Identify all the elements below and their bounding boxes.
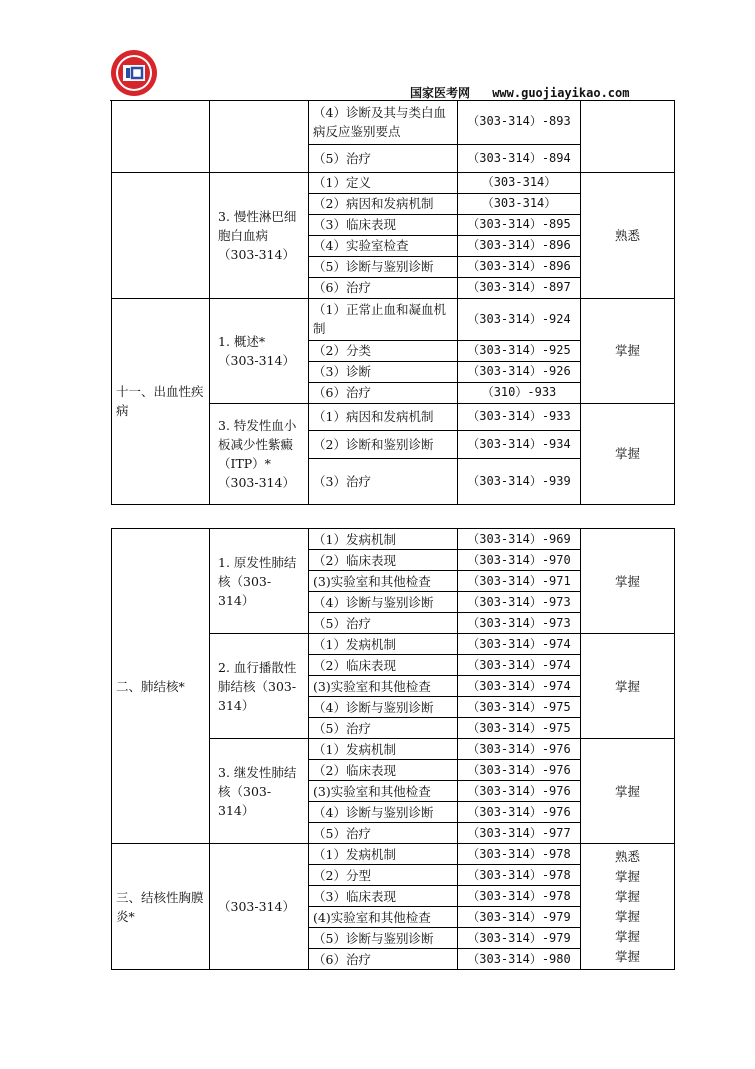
page-cell: （303-314）-896 [458,256,581,277]
level-label: 掌握 [614,908,640,924]
page-header [410,84,629,101]
topic-cell: 2. 血行播散性肺结核（303-314） [210,634,309,739]
topic-cell: 1. 原发性肺结核（303-314） [210,529,309,634]
item-cell: （2）诊断和鉴别诊断 [309,430,458,458]
item-cell: （5）治疗 [309,823,458,844]
item-cell: （4）诊断及其与类白血病反应鉴别要点 [309,100,458,144]
level-cell: 掌握 [581,298,675,403]
page-cell: （303-314）-925 [458,340,581,361]
page-cell: （303-314）-978 [458,886,581,907]
item-cell: （4）诊断与鉴别诊断 [309,697,458,718]
level-label: 掌握 [614,948,640,964]
item-cell: (4)实验室和其他检查 [309,907,458,928]
unit-cell: 三、结核性胸膜炎* [112,844,210,970]
level-cell [581,100,675,172]
page-cell: （303-314）-973 [458,592,581,613]
level-cell: 熟悉 [581,172,675,298]
page-cell: （303-314）-939 [458,458,581,504]
level-label: 掌握 [614,928,640,944]
item-cell: （2）病因和发病机制 [309,193,458,214]
page-cell: （303-314）-978 [458,865,581,886]
page-cell: （303-314）-934 [458,430,581,458]
page-cell: （303-314）-976 [458,781,581,802]
level-label: 熟悉 [614,848,640,864]
page-cell: （303-314）-926 [458,361,581,382]
item-cell: （3）临床表现 [309,886,458,907]
item-cell: （2）临床表现 [309,655,458,676]
unit-cell [112,100,210,172]
item-cell: (3)实验室和其他检查 [309,676,458,697]
page-cell: （303-314）-975 [458,697,581,718]
syllabus-table-1 [111,100,675,505]
page-cell: （303-314）-896 [458,235,581,256]
syllabus-table-2 [111,528,675,970]
item-cell: （1）发病机制 [309,634,458,655]
item-cell: （1）发病机制 [309,739,458,760]
page-cell: （303-314）-976 [458,760,581,781]
page-cell: （303-314）-969 [458,529,581,550]
item-cell: （2）分型 [309,865,458,886]
item-cell: （3）诊断 [309,361,458,382]
item-cell: (3)实验室和其他检查 [309,781,458,802]
page-cell: （303-314）-897 [458,277,581,298]
page-cell: （303-314）-974 [458,676,581,697]
unit-cell: 二、肺结核* [112,529,210,844]
site-name: 国家医考网 [410,86,471,100]
page-cell: （303-314）-980 [458,949,581,970]
item-cell: （6）治疗 [309,382,458,403]
item-cell: （2）临床表现 [309,760,458,781]
page-cell: （303-314） [458,193,581,214]
site-url: www.guojiayikao.com [492,86,630,100]
page-cell: （303-314）-973 [458,613,581,634]
table-row [112,298,675,340]
item-cell: （5）治疗 [309,613,458,634]
table-row [112,529,675,550]
page-cell: （303-314）-924 [458,298,581,340]
page-cell: （303-314） [458,172,581,193]
item-cell: （4）诊断与鉴别诊断 [309,592,458,613]
item-cell: （1）发病机制 [309,844,458,865]
page-cell: （303-314）-978 [458,844,581,865]
page-cell: （303-314）-895 [458,214,581,235]
page-cell: （303-314）-977 [458,823,581,844]
level-cell: 掌握 [581,739,675,844]
topic-cell: 3. 继发性肺结核（303-314） [210,739,309,844]
site-logo [109,48,159,98]
item-cell: （4）诊断与鉴别诊断 [309,802,458,823]
topic-cell [210,100,309,172]
item-cell: （1）发病机制 [309,529,458,550]
topic-cell: 3. 特发性血小板减少性紫癜（ITP）*（303-314） [210,403,309,504]
item-cell: （5）诊断与鉴别诊断 [309,928,458,949]
item-cell: （1）病因和发病机制 [309,403,458,430]
level-label: 掌握 [614,888,640,904]
page-cell: （303-314）-976 [458,802,581,823]
item-cell: （6）治疗 [309,277,458,298]
page-cell: （303-314）-971 [458,571,581,592]
page-cell: （303-314）-970 [458,550,581,571]
unit-cell [112,172,210,298]
table-row [112,172,675,193]
level-cell [581,844,675,970]
item-cell: （2）分类 [309,340,458,361]
level-label: 掌握 [614,868,640,884]
table-row [112,844,675,865]
item-cell: （5）治疗 [309,144,458,172]
page-cell: （310）-933 [458,382,581,403]
item-cell: (3)实验室和其他检查 [309,571,458,592]
page-cell: （303-314）-975 [458,718,581,739]
page-cell: （303-314）-974 [458,634,581,655]
topic-cell: 1. 概述*（303-314） [210,298,309,403]
unit-cell: 十一、出血性疾病 [112,298,210,504]
topic-cell: （303-314） [210,844,309,970]
item-cell: （1）正常止血和凝血机制 [309,298,458,340]
table-row [112,100,675,144]
item-cell: （4）实验室检查 [309,235,458,256]
item-cell: （2）临床表现 [309,550,458,571]
item-cell: （6）治疗 [309,949,458,970]
item-cell: （1）定义 [309,172,458,193]
level-cell: 掌握 [581,529,675,634]
topic-cell: 3. 慢性淋巴细胞白血病（303-314） [210,172,309,298]
level-cell: 掌握 [581,403,675,504]
page-cell: （303-314）-933 [458,403,581,430]
item-cell: （5）诊断与鉴别诊断 [309,256,458,277]
page-cell: （303-314）-894 [458,144,581,172]
page-cell: （303-314）-979 [458,928,581,949]
page-cell: （303-314）-979 [458,907,581,928]
item-cell: （3）治疗 [309,458,458,504]
page-cell: （303-314）-974 [458,655,581,676]
item-cell: （3）临床表现 [309,214,458,235]
item-cell: （5）治疗 [309,718,458,739]
page-cell: （303-314）-893 [458,100,581,144]
level-cell: 掌握 [581,634,675,739]
page-cell: （303-314）-976 [458,739,581,760]
